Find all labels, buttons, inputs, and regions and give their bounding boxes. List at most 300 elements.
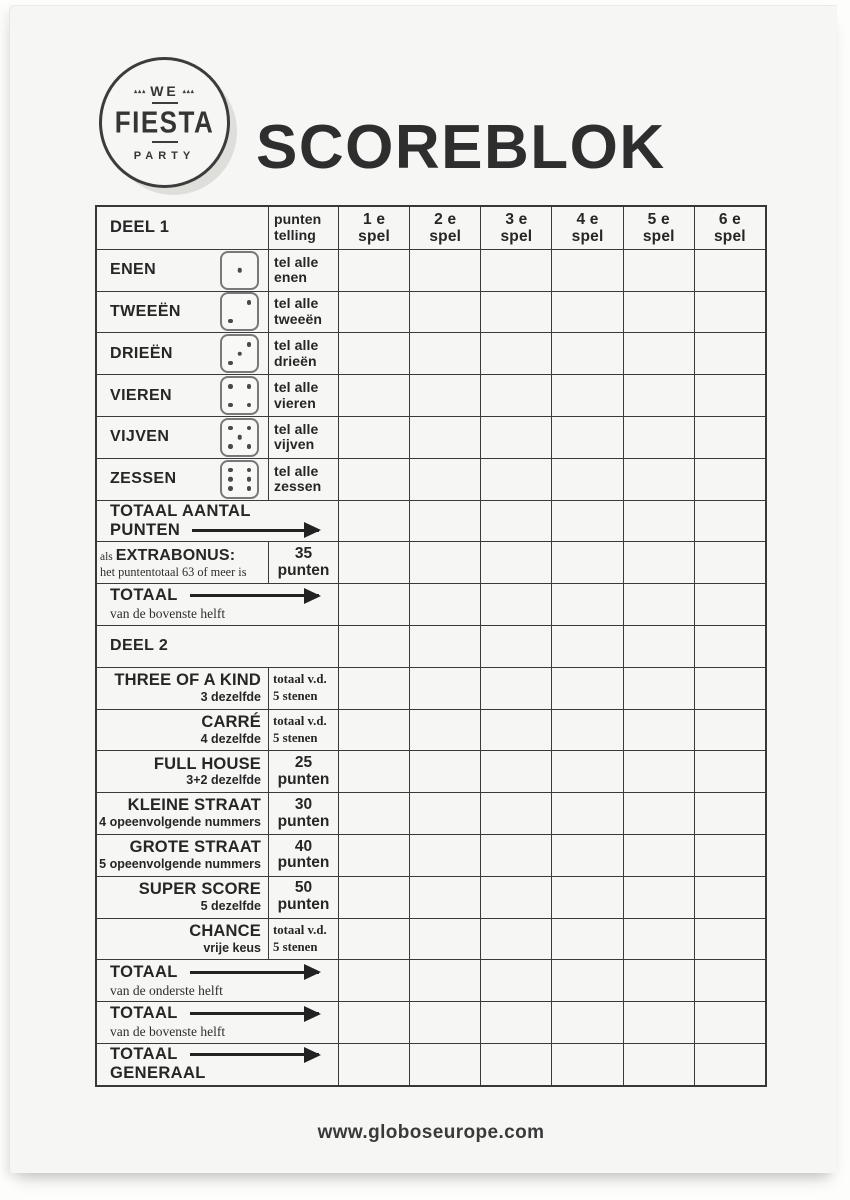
- score-cell: [409, 835, 480, 876]
- score-cell: [338, 333, 409, 374]
- dice-3-icon: [220, 334, 259, 373]
- punten-value-line: 25: [294, 754, 313, 772]
- dice-pip: [228, 468, 233, 473]
- total-subtitle: PUNTEN: [110, 520, 181, 539]
- dice-pip: [228, 426, 233, 431]
- header-punten-line: punten: [274, 211, 322, 228]
- score-cell: [551, 542, 622, 583]
- row-super-score: [97, 876, 765, 918]
- score-cell: [694, 501, 765, 542]
- score-cell: [551, 250, 622, 291]
- score-cell: [409, 877, 480, 918]
- score-cell: [480, 668, 551, 709]
- total-line-2: [110, 605, 338, 622]
- dice-pip: [247, 342, 252, 347]
- header-spel-3: [480, 207, 551, 249]
- punten-line: zessen: [274, 478, 322, 495]
- score-cell: [409, 793, 480, 834]
- row-sublabel: vrije keus: [203, 940, 261, 955]
- score-cell: [480, 375, 551, 416]
- score-cell: [338, 835, 409, 876]
- dice-pip: [247, 468, 252, 473]
- row-label-cell: [97, 375, 268, 416]
- score-cell: [694, 626, 765, 667]
- score-table: [95, 205, 767, 1087]
- punten-line: enen: [274, 269, 308, 286]
- dice-pip: [228, 361, 233, 366]
- total-line-2: [110, 1023, 338, 1040]
- score-cell: [623, 793, 694, 834]
- score-cell: [551, 960, 622, 1001]
- header-spel-line: 6 e: [718, 210, 741, 228]
- dice-1-icon: [220, 251, 259, 290]
- score-cell: [409, 668, 480, 709]
- total-title: TOTAAL: [110, 962, 178, 981]
- score-cell: [694, 542, 765, 583]
- row-label-cell: [97, 793, 268, 834]
- total-title: TOTAAL AANTAL: [110, 502, 251, 520]
- row-sublabel: 3+2 dezelfde: [186, 773, 261, 788]
- dice-pip: [228, 477, 233, 482]
- score-cell: [338, 793, 409, 834]
- score-cell: [694, 835, 765, 876]
- dice-pip: [247, 426, 252, 431]
- score-cell: [551, 835, 622, 876]
- score-cell: [694, 751, 765, 792]
- score-cell: [409, 1044, 480, 1085]
- punten-value-line: punten: [277, 854, 330, 872]
- score-cell: [338, 1002, 409, 1043]
- score-cell: [480, 584, 551, 625]
- score-cell: [551, 417, 622, 458]
- punten-line: tel alle: [274, 378, 319, 395]
- header-punten-telling: [268, 207, 338, 249]
- punten-value-cell: [268, 710, 338, 751]
- punten-value-line: 50: [294, 879, 313, 897]
- dice-pip: [247, 384, 252, 389]
- row-label: FULL HOUSE: [153, 754, 261, 773]
- punten-value-line: 40: [294, 837, 313, 855]
- score-cell: [480, 417, 551, 458]
- total-title: TOTAAL: [110, 1004, 178, 1023]
- total-label-cell: [97, 960, 338, 1001]
- header-spel-line: spel: [713, 227, 746, 245]
- score-cell: [694, 668, 765, 709]
- row-chance: [97, 918, 765, 960]
- dice-pip: [237, 352, 242, 357]
- header-section-label: DEEL 1: [110, 218, 170, 237]
- dice-6-icon: [220, 460, 259, 499]
- punten-value-cell: [268, 542, 338, 583]
- header-punten-line: telling: [274, 226, 316, 243]
- total-line-1: [110, 502, 338, 521]
- score-cell: [694, 250, 765, 291]
- score-cell: [623, 919, 694, 960]
- score-cell: [551, 668, 622, 709]
- punten-line: drieën: [274, 352, 317, 369]
- score-cell: [551, 375, 622, 416]
- score-cell: [338, 292, 409, 333]
- total-subtitle: van de bovenste helft: [110, 1024, 226, 1040]
- score-cell: [623, 501, 694, 542]
- row-extrabonus: [97, 541, 765, 583]
- score-cell: [623, 835, 694, 876]
- dice-pip: [247, 403, 252, 408]
- score-cell: [338, 1044, 409, 1085]
- score-cell: [409, 250, 480, 291]
- score-cell: [409, 1002, 480, 1043]
- score-cell: [551, 292, 622, 333]
- score-cell: [623, 960, 694, 1001]
- score-cell: [409, 501, 480, 542]
- score-cell: [480, 793, 551, 834]
- row-label-cell: [97, 250, 268, 291]
- row-deel-2: [97, 625, 765, 667]
- score-cell: [480, 333, 551, 374]
- score-cell: [551, 1002, 622, 1043]
- dice-pip: [247, 477, 252, 482]
- score-cell: [694, 1002, 765, 1043]
- score-cell: [694, 375, 765, 416]
- logo-rays-right-icon: ▴▴▴: [182, 88, 195, 95]
- page-title: SCOREBLOK: [256, 113, 666, 182]
- punten-value-line: totaal v.d.: [273, 922, 327, 937]
- row-label-cell: [97, 333, 268, 374]
- score-cell: [551, 751, 622, 792]
- score-cell: [338, 417, 409, 458]
- score-cell: [480, 459, 551, 500]
- punten-value-cell: [268, 835, 338, 876]
- punten-value-line: punten: [277, 896, 330, 914]
- logo-top-line: [134, 83, 195, 99]
- total-subtitle: van de onderste helft: [110, 982, 223, 998]
- row-sublabel: 4 opeenvolgende nummers: [99, 815, 261, 830]
- arrow-right-icon: [190, 594, 319, 597]
- total-line-1: [110, 1045, 338, 1064]
- score-cell: [623, 1002, 694, 1043]
- dice-pip: [228, 486, 233, 491]
- bonus-prefix: als: [100, 550, 113, 563]
- row-label-cell: [97, 877, 268, 918]
- row-vijven: [97, 416, 765, 458]
- total-subtitle: GENERAAL: [110, 1064, 206, 1083]
- row-carre: [97, 709, 765, 751]
- score-cell: [409, 375, 480, 416]
- punten-telling-cell: [268, 375, 338, 416]
- score-cell: [409, 751, 480, 792]
- score-cell: [338, 919, 409, 960]
- dice-pip: [247, 444, 252, 449]
- arrow-right-icon: [190, 1053, 319, 1056]
- bonus-title: EXTRABONUS:: [115, 546, 236, 564]
- score-cell: [694, 793, 765, 834]
- row-vieren: [97, 374, 765, 416]
- punten-value-line: 5 stenen: [273, 730, 318, 745]
- header-spel-line: 2 e: [434, 210, 457, 228]
- score-cell: [409, 292, 480, 333]
- dice-pip: [237, 268, 242, 273]
- score-cell: [551, 459, 622, 500]
- score-cell: [694, 459, 765, 500]
- punten-value-cell: [268, 751, 338, 792]
- row-label-cell: [97, 751, 268, 792]
- total-line-1: [110, 586, 338, 605]
- row-enen: [97, 249, 765, 291]
- score-cell: [480, 919, 551, 960]
- punten-value-line: 30: [294, 795, 313, 813]
- score-cell: [694, 877, 765, 918]
- arrow-right-icon: [190, 971, 319, 974]
- section-label-cell: [97, 626, 338, 667]
- row-label: ENEN: [110, 261, 157, 279]
- score-cell: [338, 542, 409, 583]
- bonus-subtitle: het puntentotaal 63 of meer is: [100, 564, 247, 579]
- score-cell: [409, 417, 480, 458]
- dice-pip: [228, 319, 233, 324]
- score-cell: [480, 292, 551, 333]
- score-cell: [480, 1002, 551, 1043]
- score-cell: [480, 542, 551, 583]
- total-line-2: [110, 982, 338, 999]
- score-cell: [409, 960, 480, 1001]
- score-cell: [551, 333, 622, 374]
- row-label-cell: [97, 835, 268, 876]
- score-cell: [338, 710, 409, 751]
- bonus-title-line: [100, 547, 268, 565]
- header-spel-5: [623, 207, 694, 249]
- score-cell: [623, 1044, 694, 1085]
- header-spel-2: [409, 207, 480, 249]
- score-cell: [409, 584, 480, 625]
- row-label: THREE OF A KIND: [114, 671, 261, 689]
- score-cell: [551, 501, 622, 542]
- total-label-cell: [97, 1044, 338, 1085]
- header-spel-line: 4 e: [576, 210, 599, 228]
- punten-value-cell: [268, 793, 338, 834]
- row-label-cell: [97, 292, 268, 333]
- row-drieen: [97, 332, 765, 374]
- row-sublabel: 4 dezelfde: [200, 731, 261, 746]
- score-cell: [409, 459, 480, 500]
- score-cell: [623, 668, 694, 709]
- score-cell: [551, 584, 622, 625]
- header-spel-line: spel: [642, 227, 675, 245]
- score-cell: [338, 250, 409, 291]
- row-label: VIJVEN: [110, 428, 170, 446]
- row-kleine-straat: [97, 792, 765, 834]
- header-spel-1: [338, 207, 409, 249]
- row-tweeen: [97, 291, 765, 333]
- punten-line: tel alle: [274, 295, 319, 312]
- punten-telling-cell: [268, 250, 338, 291]
- header-spel-line: spel: [571, 227, 604, 245]
- score-cell: [551, 877, 622, 918]
- score-cell: [694, 1044, 765, 1085]
- header-spel-line: 3 e: [505, 210, 528, 228]
- score-cell: [551, 1044, 622, 1085]
- we-fiesta-party-logo: [99, 57, 230, 188]
- score-cell: [338, 877, 409, 918]
- score-cell: [409, 542, 480, 583]
- punten-line: tweeën: [274, 310, 323, 327]
- row-label: DRIEËN: [110, 344, 173, 362]
- row-grote-straat: [97, 834, 765, 876]
- header-spel-line: 5 e: [647, 210, 670, 228]
- dice-pip: [247, 486, 252, 491]
- score-cell: [694, 292, 765, 333]
- punten-value-cell: [268, 668, 338, 709]
- arrow-right-icon: [192, 529, 319, 532]
- score-cell: [551, 793, 622, 834]
- score-cell: [480, 835, 551, 876]
- score-cell: [694, 333, 765, 374]
- row-label-cell: [97, 459, 268, 500]
- logo-rays-left-icon: ▴▴▴: [134, 88, 147, 95]
- header-spel-line: 1 e: [363, 210, 386, 228]
- row-totaal-aantal-punten: [97, 500, 765, 542]
- dice-pip: [228, 403, 233, 408]
- row-totaal-onderste-helft: [97, 959, 765, 1001]
- row-label: CHANCE: [189, 921, 261, 940]
- punten-line: tel alle: [274, 420, 319, 437]
- score-cell: [409, 333, 480, 374]
- row-totaal-generaal: [97, 1043, 765, 1085]
- score-cell: [409, 626, 480, 667]
- punten-value-line: 5 stenen: [273, 689, 318, 704]
- row-sublabel: 5 opeenvolgende nummers: [99, 857, 261, 871]
- dice-4-icon: [220, 376, 259, 415]
- logo-divider-bottom: [152, 141, 178, 143]
- row-label-cell: [97, 919, 268, 960]
- score-cell: [623, 292, 694, 333]
- punten-telling-cell: [268, 417, 338, 458]
- row-sublabel: 3 dezelfde: [200, 689, 261, 704]
- score-cell: [623, 710, 694, 751]
- score-cell: [623, 333, 694, 374]
- dice-pip: [228, 384, 233, 389]
- score-cell: [623, 584, 694, 625]
- score-cell: [480, 626, 551, 667]
- punten-value-line: 35: [294, 545, 313, 563]
- score-cell: [338, 375, 409, 416]
- header-spel-line: spel: [500, 227, 533, 245]
- dice-pip: [237, 435, 242, 440]
- score-cell: [338, 459, 409, 500]
- score-cell: [623, 250, 694, 291]
- score-cell: [338, 960, 409, 1001]
- total-line-2: [110, 521, 338, 540]
- dice-2-icon: [220, 292, 259, 331]
- header-spel-4: [551, 207, 622, 249]
- punten-line: tel alle: [274, 462, 319, 479]
- logo-word-fiesta: FIESTA: [114, 104, 215, 140]
- total-label-cell: [97, 584, 338, 625]
- punten-value-line: totaal v.d.: [273, 671, 327, 686]
- row-label-cell: [97, 668, 268, 709]
- punten-value-line: punten: [277, 770, 330, 788]
- score-cell: [409, 919, 480, 960]
- punten-line: tel alle: [274, 253, 319, 270]
- score-cell: [694, 960, 765, 1001]
- punten-line: vijven: [274, 436, 315, 453]
- row-label: TWEEËN: [110, 302, 181, 320]
- punten-telling-cell: [268, 292, 338, 333]
- dice-5-icon: [220, 418, 259, 457]
- score-cell: [623, 542, 694, 583]
- total-label-cell: [97, 1002, 338, 1043]
- dice-pip: [247, 300, 252, 305]
- score-cell: [409, 710, 480, 751]
- row-zessen: [97, 458, 765, 500]
- total-subtitle: van de bovenste helft: [110, 606, 226, 622]
- row-label: GROTE STRAAT: [129, 838, 261, 857]
- score-cell: [480, 710, 551, 751]
- row-label-cell: [97, 710, 268, 751]
- row-totaal-bovenste-helft-2: [97, 1001, 765, 1043]
- total-line-2: [110, 1064, 338, 1083]
- total-line-1: [110, 963, 338, 982]
- score-cell: [480, 250, 551, 291]
- row-full-house: [97, 750, 765, 792]
- table-header-row: [97, 207, 765, 249]
- total-title: TOTAAL: [110, 1045, 178, 1064]
- total-label-cell: [97, 501, 338, 542]
- punten-telling-cell: [268, 333, 338, 374]
- logo-word-we: WE: [150, 83, 179, 99]
- score-cell: [623, 459, 694, 500]
- logo-word-party: PARTY: [133, 150, 196, 162]
- row-label-cell: [97, 417, 268, 458]
- total-line-1: [110, 1004, 338, 1023]
- score-cell: [623, 877, 694, 918]
- row-sublabel: 5 dezelfde: [200, 898, 261, 913]
- row-label: ZESSEN: [110, 470, 177, 488]
- score-cell: [551, 626, 622, 667]
- row-label-cell: [97, 542, 268, 583]
- score-cell: [694, 584, 765, 625]
- score-cell: [338, 751, 409, 792]
- row-label: KLEINE STRAAT: [127, 796, 261, 815]
- score-cell: [551, 710, 622, 751]
- score-cell: [694, 710, 765, 751]
- header-spel-line: spel: [358, 227, 390, 245]
- punten-value-line: 5 stenen: [273, 939, 318, 954]
- score-cell: [338, 626, 409, 667]
- score-cell: [480, 1044, 551, 1085]
- score-cell: [694, 417, 765, 458]
- score-cell: [694, 919, 765, 960]
- section-label: DEEL 2: [110, 637, 169, 655]
- score-cell: [623, 626, 694, 667]
- punten-value-line: punten: [277, 561, 330, 579]
- score-cell: [623, 375, 694, 416]
- score-cell: [480, 877, 551, 918]
- score-cell: [480, 960, 551, 1001]
- score-cell: [480, 501, 551, 542]
- dice-pip: [228, 444, 233, 449]
- punten-value-line: punten: [277, 812, 330, 830]
- punten-telling-cell: [268, 459, 338, 500]
- row-three-of-a-kind: [97, 667, 765, 709]
- row-label: CARRÉ: [201, 712, 261, 731]
- score-cell: [623, 417, 694, 458]
- footer-url: www.globoseurope.com: [317, 1122, 545, 1143]
- row-totaal-bovenste-helft: [97, 583, 765, 625]
- score-cell: [338, 501, 409, 542]
- score-cell: [338, 584, 409, 625]
- punten-value-line: totaal v.d.: [273, 713, 327, 728]
- arrow-right-icon: [190, 1012, 319, 1015]
